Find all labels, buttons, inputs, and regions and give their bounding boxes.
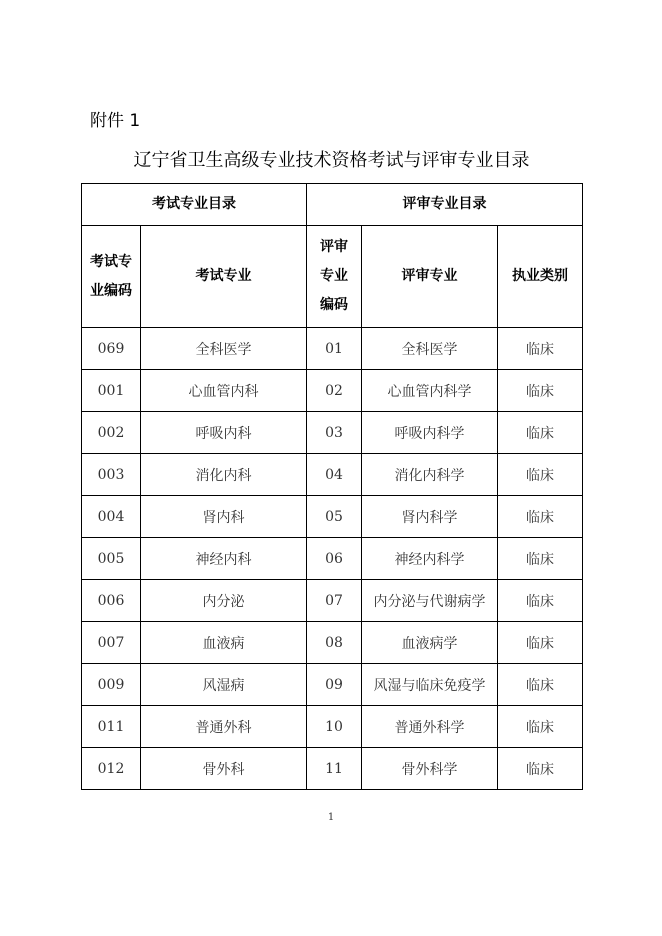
review-code-cell: 05 (307, 496, 362, 538)
review-major-cell: 内分泌与代谢病学 (362, 580, 498, 622)
exam-major-cell: 肾内科 (141, 496, 307, 538)
column-header-row (82, 226, 583, 328)
exam-major-cell: 全科医学 (141, 328, 307, 370)
table-row (82, 664, 583, 706)
table-row (82, 328, 583, 370)
review-major-header: 评审专业 (362, 226, 498, 328)
review-major-cell: 全科医学 (362, 328, 498, 370)
exam-major-cell: 普通外科 (141, 706, 307, 748)
practice-category-cell: 临床 (498, 664, 583, 706)
exam-code-cell: 012 (82, 748, 141, 790)
table-row (82, 538, 583, 580)
practice-category-cell: 临床 (498, 412, 583, 454)
practice-category-cell: 临床 (498, 454, 583, 496)
exam-major-cell: 风湿病 (141, 664, 307, 706)
review-code-cell: 02 (307, 370, 362, 412)
exam-code-cell: 011 (82, 706, 141, 748)
document-title: 辽宁省卫生高级专业技术资格考试与评审专业目录 (133, 150, 530, 171)
exam-major-cell: 骨外科 (141, 748, 307, 790)
table-row (82, 496, 583, 538)
exam-major-cell: 消化内科 (141, 454, 307, 496)
exam-code-cell: 005 (82, 538, 141, 580)
table-row (82, 706, 583, 748)
page-number: 1 (327, 812, 335, 823)
review-code-header: 评审专业编码 (307, 226, 362, 328)
review-catalog-header: 评审专业目录 (307, 184, 583, 226)
exam-code-cell: 069 (82, 328, 141, 370)
exam-code-cell: 001 (82, 370, 141, 412)
review-code-cell: 08 (307, 622, 362, 664)
exam-code-cell: 002 (82, 412, 141, 454)
exam-code-header: 考试专业编码 (82, 226, 141, 328)
practice-category-cell: 临床 (498, 706, 583, 748)
exam-code-cell: 006 (82, 580, 141, 622)
review-major-cell: 血液病学 (362, 622, 498, 664)
review-major-cell: 心血管内科学 (362, 370, 498, 412)
exam-catalog-header: 考试专业目录 (82, 184, 307, 226)
review-major-cell: 肾内科学 (362, 496, 498, 538)
review-code-cell: 01 (307, 328, 362, 370)
review-code-cell: 06 (307, 538, 362, 580)
exam-major-cell: 心血管内科 (141, 370, 307, 412)
practice-category-cell: 临床 (498, 748, 583, 790)
exam-major-cell: 呼吸内科 (141, 412, 307, 454)
table-row (82, 412, 583, 454)
practice-category-cell: 临床 (498, 538, 583, 580)
practice-category-cell: 临床 (498, 496, 583, 538)
review-code-cell: 07 (307, 580, 362, 622)
review-code-cell: 03 (307, 412, 362, 454)
review-major-cell: 消化内科学 (362, 454, 498, 496)
review-major-cell: 骨外科学 (362, 748, 498, 790)
exam-code-cell: 007 (82, 622, 141, 664)
review-code-cell: 11 (307, 748, 362, 790)
table-row (82, 580, 583, 622)
exam-major-cell: 神经内科 (141, 538, 307, 580)
review-code-cell: 09 (307, 664, 362, 706)
review-major-cell: 风湿与临床免疫学 (362, 664, 498, 706)
exam-major-header: 考试专业 (141, 226, 307, 328)
table-row (82, 748, 583, 790)
exam-code-cell: 003 (82, 454, 141, 496)
review-code-cell: 10 (307, 706, 362, 748)
attachment-label: 附件 1 (90, 111, 141, 131)
review-code-cell: 04 (307, 454, 362, 496)
practice-category-cell: 临床 (498, 580, 583, 622)
table-row (82, 370, 583, 412)
practice-category-cell: 临床 (498, 328, 583, 370)
specialty-catalog-table (81, 183, 583, 790)
practice-category-cell: 临床 (498, 622, 583, 664)
table-row (82, 454, 583, 496)
review-major-cell: 神经内科学 (362, 538, 498, 580)
review-major-cell: 呼吸内科学 (362, 412, 498, 454)
exam-code-cell: 009 (82, 664, 141, 706)
table-row (82, 622, 583, 664)
exam-code-cell: 004 (82, 496, 141, 538)
group-header-row (82, 184, 583, 226)
practice-category-cell: 临床 (498, 370, 583, 412)
review-major-cell: 普通外科学 (362, 706, 498, 748)
exam-major-cell: 内分泌 (141, 580, 307, 622)
practice-category-header: 执业类别 (498, 226, 583, 328)
exam-major-cell: 血液病 (141, 622, 307, 664)
